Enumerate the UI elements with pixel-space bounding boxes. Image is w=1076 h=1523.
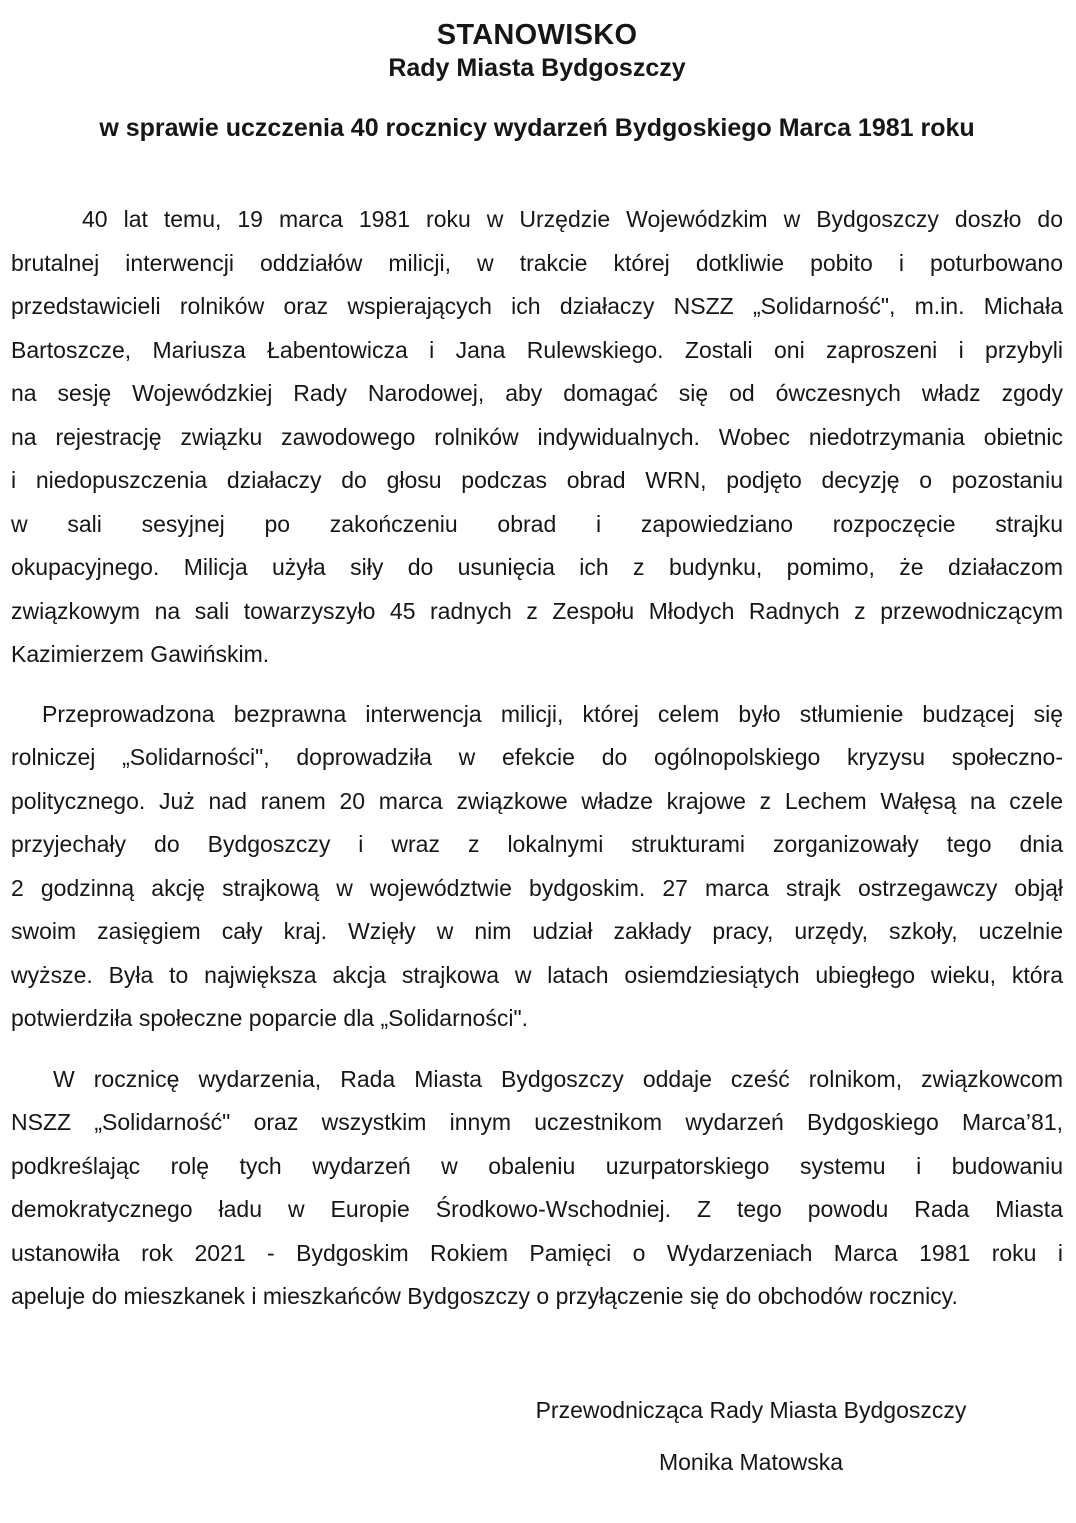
text-line: na rejestrację związku zawodowego rolników indywidualnych. Wobec niedotrzymania obietnic bbox=[11, 423, 1063, 450]
text-line: przedstawicieli rolników oraz wspierających ich działaczy NSZZ „Solidarność", m.in. Michała bbox=[11, 293, 1063, 319]
text-line: 40 lat temu, 19 marca 1981 roku w Urzędzie Wojewódzkim w Bydgoszczy doszło do bbox=[82, 206, 1063, 232]
text-line: apeluje do mieszkanek i mieszkańców Bydgoszczy o przyłączenie się do obchodów rocznicy. bbox=[11, 1283, 958, 1309]
text-line: ustanowiła rok 2021 - Bydgoskim Rokiem Pamięci o Wydarzeniach Marca 1981 roku i bbox=[11, 1239, 1063, 1266]
text-line: Bartoszcze, Mariusza Łabentowicza i Jana Rulewskiego. Zostali oni zaproszeni i przybyli bbox=[11, 336, 1063, 363]
text-line: NSZZ „Solidarność" oraz wszystkim innym uczestnikom wydarzeń Bydgoskiego Marca’81, bbox=[11, 1109, 1063, 1135]
text-line: swoim zasięgiem cały kraj. Wzięły w nim udział zakłady pracy, urzędy, szkoły, uczelnie bbox=[11, 918, 1063, 944]
text-line: rolniczej „Solidarności", doprowadziła w efekcie do ogólnopolskiego kryzysu społeczno- bbox=[11, 744, 1063, 770]
text-line: brutalnej interwencji oddziałów milicji, w trakcie której dotkliwie pobito i poturbowano bbox=[11, 249, 1063, 276]
text-line: Przeprowadzona bezprawna interwencja milicji, której celem było stłumienie budzącej się bbox=[42, 700, 1063, 727]
signature-role: Przewodnicząca Rady Miasta Bydgoszczy bbox=[535, 1396, 967, 1423]
paragraph-1 bbox=[11, 198, 1063, 677]
text-line: i niedopuszczenia działaczy do głosu podczas obrad WRN, podjęto decyzję o pozostaniu bbox=[11, 467, 1063, 493]
document-body bbox=[11, 198, 1063, 1319]
text-line: potwierdziła społeczne poparcie dla „Solidarności". bbox=[11, 1005, 528, 1031]
text-line: przyjechały do Bydgoszczy i wraz z lokalnymi strukturami zorganizowały tego dnia bbox=[11, 831, 1063, 857]
text-line: 2 godzinną akcję strajkową w województwie bydgoskim. 27 marca strajk ostrzegawczy objął bbox=[11, 874, 1063, 901]
document-subtitle: Rady Miasta Bydgoszczy bbox=[388, 54, 686, 82]
text-line: okupacyjnego. Milicja użyła siły do usunięcia ich z budynku, pomimo, że działaczom bbox=[11, 554, 1063, 580]
document-title: STANOWISKO bbox=[436, 19, 638, 51]
text-line: Kazimierzem Gawińskim. bbox=[11, 641, 270, 667]
paragraph-2 bbox=[11, 693, 1063, 1041]
paragraph-3 bbox=[11, 1058, 1063, 1319]
text-line: w sali sesyjnej po zakończeniu obrad i zapowiedziano rozpoczęcie strajku bbox=[11, 510, 1063, 537]
document-subject: w sprawie uczczenia 40 rocznicy wydarzeń Bydgoskiego Marca 1981 roku bbox=[99, 114, 975, 142]
text-line: politycznego. Już nad ranem 20 marca związkowe władze krajowe z Lechem Wałęsą na czele bbox=[11, 787, 1063, 814]
text-line: demokratycznego ładu w Europie Środkowo-Wschodniej. Z tego powodu Rada Miasta bbox=[11, 1196, 1063, 1222]
text-line: wyższe. Była to największa akcja strajkowa w latach osiemdziesiątych ubiegłego wieku, która bbox=[11, 961, 1063, 988]
signature-name: Monika Matowska bbox=[658, 1449, 844, 1475]
text-line: związkowym na sali towarzyszyło 45 radnych z Zespołu Młodych Radnych z przewodniczącym bbox=[11, 597, 1063, 624]
text-line: podkreślając rolę tych wydarzeń w obaleniu uzurpatorskiego systemu i budowaniu bbox=[11, 1152, 1063, 1179]
text-line: W rocznicę wydarzenia, Rada Miasta Bydgoszczy oddaje cześć rolnikom, związkowcom bbox=[53, 1065, 1063, 1092]
signature-block bbox=[451, 1389, 1051, 1485]
text-line: na sesję Wojewódzkiej Rady Narodowej, aby domagać się od ówczesnych władz zgody bbox=[11, 380, 1063, 406]
